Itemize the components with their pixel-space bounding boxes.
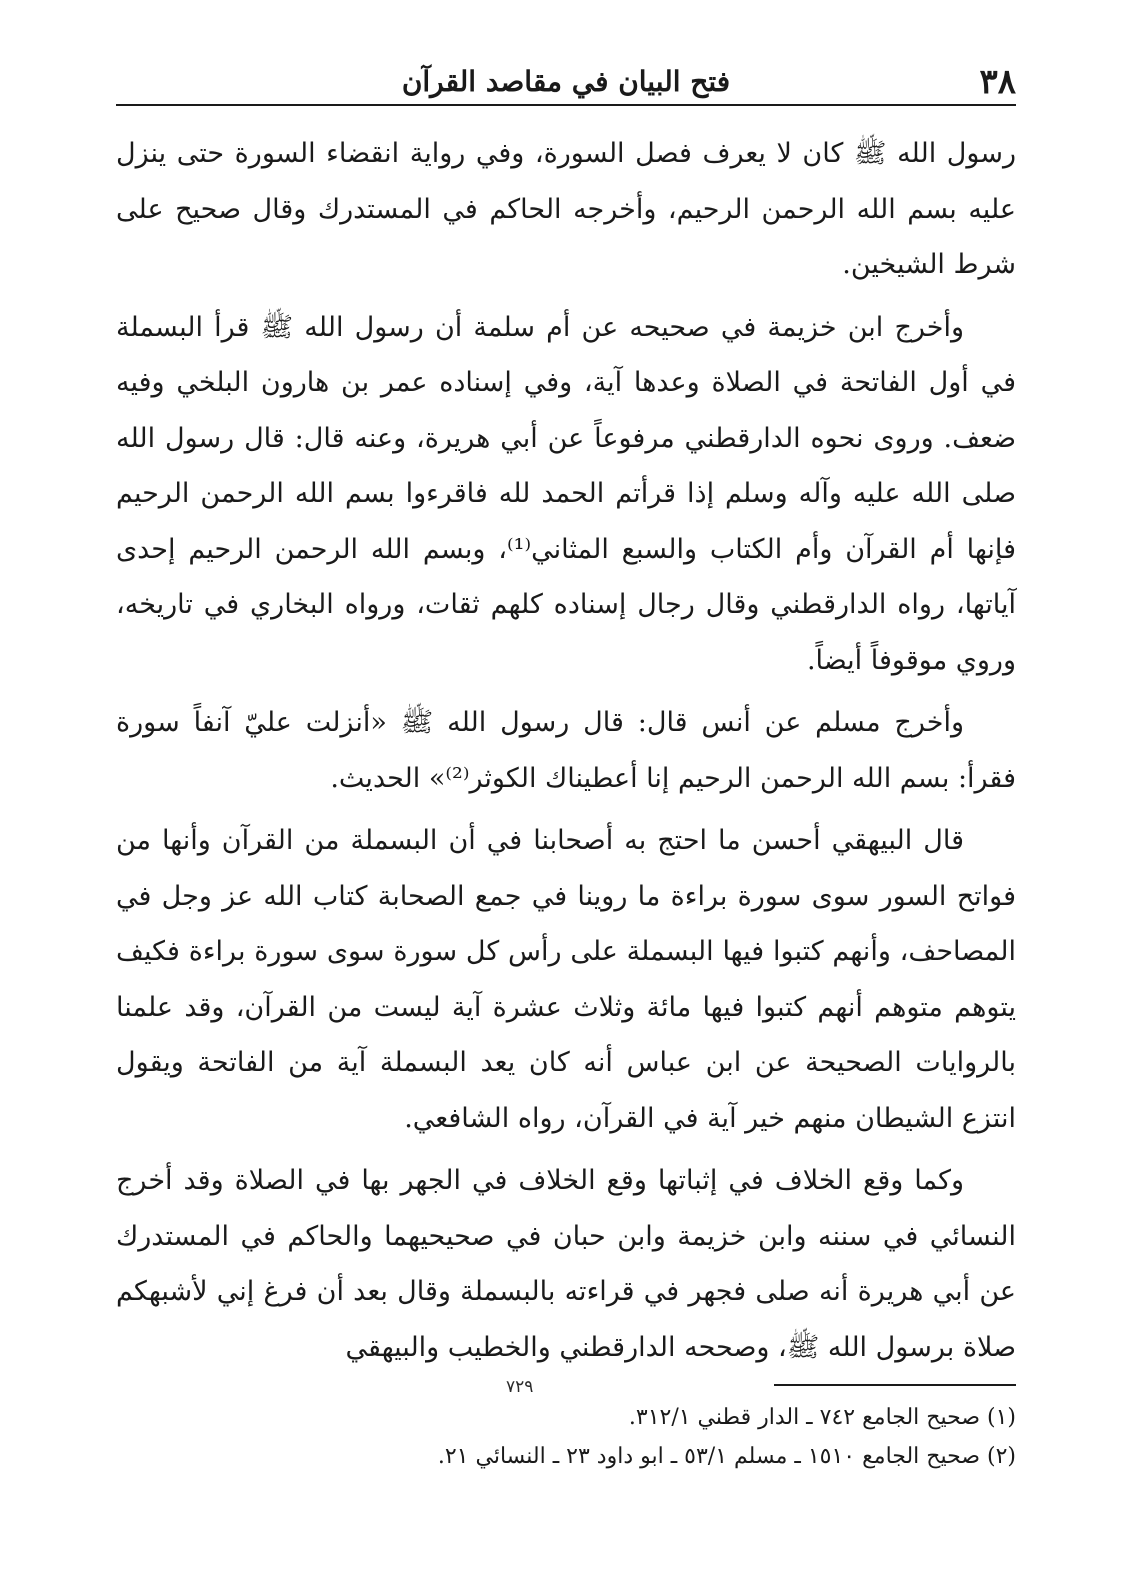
footnote-rule <box>774 1384 1016 1386</box>
header-rule <box>116 104 1016 106</box>
main-text <box>116 126 1016 1382</box>
footnote-1: (١) صحيح الجامع ٧٤٢ ـ الدار قطني ٣١٢/١. <box>628 1405 1016 1430</box>
handwritten-marginal-note: ٧٢٩ <box>506 1377 534 1397</box>
footnote-2: (٢) صحيح الجامع ١٥١٠ ـ مسلم ٥٣/١ ـ ابو داود ٢٣ ـ النسائي ٢١. <box>437 1444 1016 1469</box>
running-title: فتح البيان في مقاصد القرآن <box>401 65 731 98</box>
page-number: ٣٨ <box>979 62 1016 102</box>
footnotes <box>116 1398 1016 1476</box>
paragraph-4: قال البيهقي أحسن ما احتج به أصحابنا في أن البسملة من القرآن وأنها من فواتح السور سوى سورة براءة ما روينا في جمع الصحابة كتاب الله عز وجل في المصاحف، وأنهم كتبوا فيها البسملة على رأس كل سورة سوى سورة براءة فكيف يتوهم متوهم أنهم كتبوا فيها مائة وثلاث عشرة آية ليست من القرآن، وقد علمنا بالروايات الصحيحة عن ابن عباس أنه كان يعد البسملة آية من الفاتحة ويقول انتزع الشيطان منهم خير آية في القرآن، رواه الشافعي. <box>116 825 1016 1134</box>
page-header <box>116 58 1016 106</box>
paragraph-2: وأخرج ابن خزيمة في صحيحه عن أم سلمة أن رسول الله ﷺ قرأ البسملة في أول الفاتحة في الصلاة وعدها آية، وفي إسناده عمر بن هارون البلخي وفيه ضعف. وروى نحوه الدارقطني مرفوعاً عن أبي هريرة، وعنه قال: قال رسول الله صلى الله عليه وآله وسلم إذا قرأتم الحمد لله فاقرءوا بسم الله الرحمن الرحيم فإنها أم القرآن وأم الكتاب والسبع المثاني⁽¹⁾، وبسم الله الرحمن الرحيم إحدى آياتها، رواه الدارقطني وقال رجال إسناده كلهم ثقات، ورواه البخاري في تاريخه، وروي موقوفاً أيضاً. <box>116 311 1016 676</box>
paragraph-3: وأخرج مسلم عن أنس قال: قال رسول الله ﷺ «أنزلت عليّ آنفاً سورة فقرأ: بسم الله الرحمن الرحيم إنا أعطيناك الكوثر⁽²⁾» الحديث. <box>116 707 1016 794</box>
paragraph-1: رسول الله ﷺ كان لا يعرف فصل السورة، وفي رواية انقضاء السورة حتى ينزل عليه بسم الله الرحمن الرحيم، وأخرجه الحاكم في المستدرك وقال صحيح على شرط الشيخين. <box>116 138 1016 280</box>
paragraph-5: وكما وقع الخلاف في إثباتها وقع الخلاف في الجهر بها في الصلاة وقد أخرج النسائي في سننه وابن خزيمة وابن حبان في صحيحيهما والحاكم في المستدرك عن أبي هريرة أنه صلى فجهر في قراءته بالبسملة وقال بعد أن فرغ إني لأشبهكم صلاة برسول الله ﷺ، وصححه الدارقطني والخطيب والبيهقي <box>116 1165 1016 1363</box>
